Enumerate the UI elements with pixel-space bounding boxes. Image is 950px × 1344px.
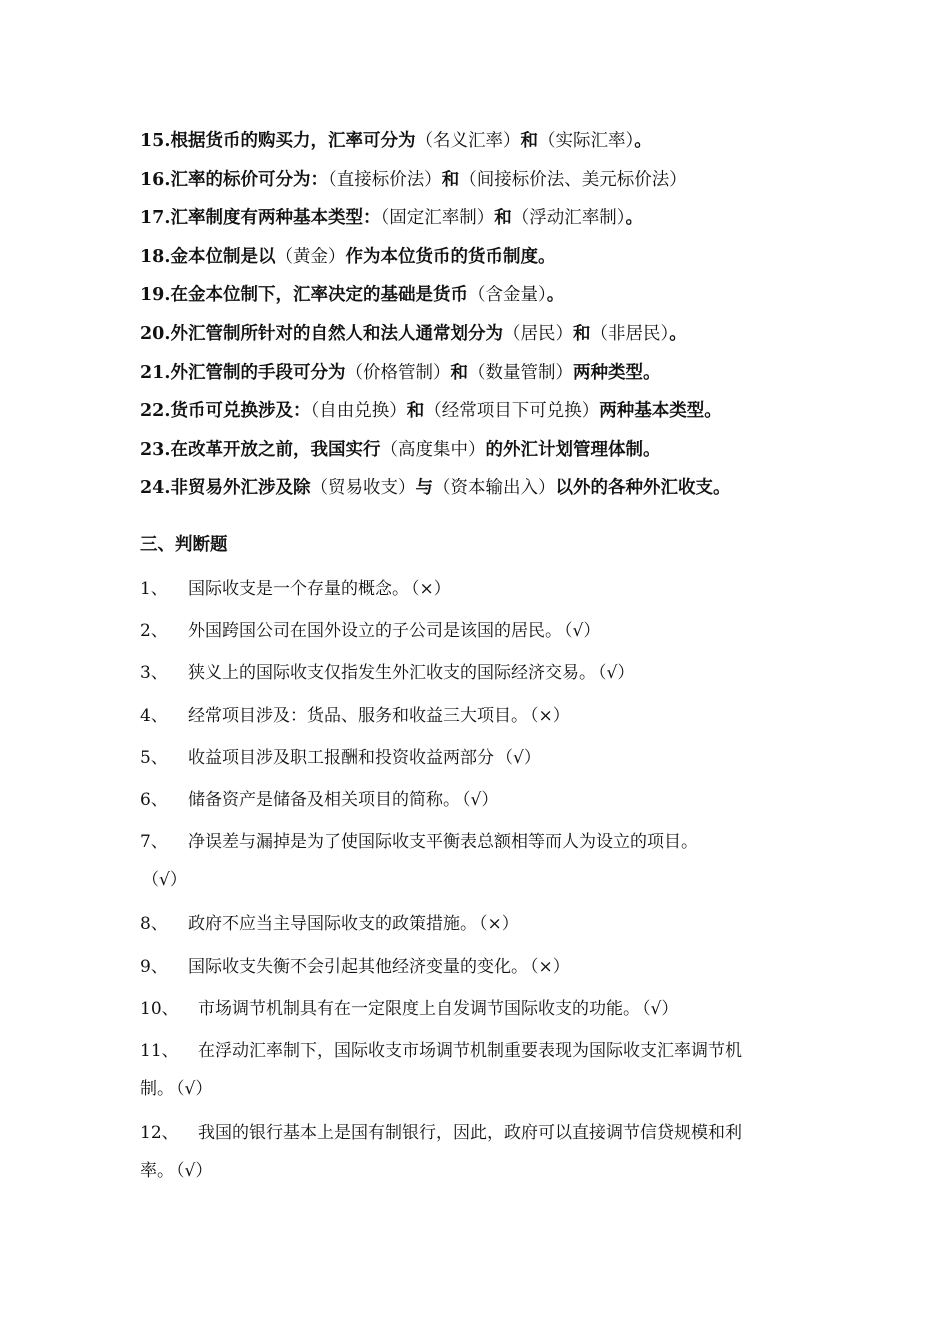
question-text: 。 xyxy=(669,323,687,344)
statement-text: 率。 xyxy=(140,1161,174,1182)
question-text: 23.在改革开放之前，我国实行 xyxy=(140,439,381,460)
judgment-item xyxy=(140,1112,820,1154)
answer-mark: （√） xyxy=(176,1079,213,1100)
answer-text: （贸易收支） xyxy=(310,478,416,499)
question-text: 22.货币可兑换涉及： xyxy=(140,401,311,422)
item-number: 1、 xyxy=(140,579,168,599)
answer-mark: （√） xyxy=(642,998,679,1019)
question-text: 21.外汇管制的手段可分为 xyxy=(140,362,346,383)
question-text: 。 xyxy=(625,208,643,229)
item-number: 6、 xyxy=(140,789,168,810)
fill-in-item xyxy=(140,431,840,470)
question-text: 作为本位货币的货币制度。 xyxy=(345,246,556,267)
item-number: 10、 xyxy=(140,998,179,1019)
question-text: 和 xyxy=(450,362,468,383)
judgment-item xyxy=(140,610,820,652)
answer-text: （含金量） xyxy=(467,285,547,306)
fill-in-item xyxy=(140,469,840,508)
answer-mark: （√） xyxy=(564,621,601,642)
answer-mark: （×） xyxy=(479,914,519,935)
judgment-item xyxy=(140,695,820,737)
answer-text: （高度集中） xyxy=(380,439,486,460)
question-text: 和 xyxy=(572,323,591,344)
item-number: 3、 xyxy=(140,663,168,684)
judgment-item xyxy=(140,737,820,779)
question-text: 两种类型。 xyxy=(572,362,661,383)
answer-mark: （√） xyxy=(598,663,635,684)
statement-text: 国际收支失衡不会引起其他经济变量的变化。 xyxy=(188,956,528,977)
answer-mark: （×） xyxy=(411,579,451,599)
answer-mark: （√） xyxy=(462,789,499,810)
answer-text: （经常项目下可兑换） xyxy=(424,401,600,422)
fill-in-item xyxy=(140,276,840,315)
answer-text: （名义汇率） xyxy=(415,131,521,151)
answer-text: （数量管制） xyxy=(467,362,573,383)
question-text: 的外汇计划管理体制。 xyxy=(485,439,661,460)
answer-mark: （√） xyxy=(142,870,187,891)
item-number: 8、 xyxy=(140,914,168,935)
judgment-item xyxy=(140,988,820,1030)
statement-text: 市场调节机制具有在一定限度上自发调节国际收支的功能。 xyxy=(198,998,640,1019)
fill-in-item xyxy=(140,392,840,431)
judgment-item xyxy=(140,1030,820,1072)
question-text: 以外的各种外汇收支。 xyxy=(555,478,731,499)
answer-text: （实际汇率） xyxy=(537,131,635,151)
statement-text: 净误差与漏掉是为了使国际收支平衡表总额相等而人为设立的项目。 xyxy=(188,832,698,853)
fill-in-item xyxy=(140,315,840,354)
question-text: 15.根据货币的购买力，汇率可分为 xyxy=(140,131,416,151)
answer-text: （间接标价法、美元标价法） xyxy=(459,169,687,190)
question-text: 和 xyxy=(494,208,512,229)
statement-text: 狭义上的国际收支仅指发生外汇收支的国际经济交易。 xyxy=(188,663,596,684)
statement-text: 经常项目涉及：货品、服务和收益三大项目。 xyxy=(188,705,528,726)
answer-mark: （×） xyxy=(530,956,570,977)
fill-in-item xyxy=(140,199,840,238)
statement-text: 外国跨国公司在国外设立的子公司是该国的居民。 xyxy=(188,621,562,642)
question-text: 两种基本类型。 xyxy=(599,401,722,422)
question-text: 和 xyxy=(441,169,460,190)
judgment-question-list xyxy=(140,568,820,1194)
judgment-item xyxy=(140,903,820,945)
item-number: 9、 xyxy=(140,956,168,977)
statement-text: 我国的银行基本上是国有制银行，因此，政府可以直接调节信贷规模和利 xyxy=(198,1123,742,1144)
judgment-continuation-line xyxy=(140,863,820,903)
answer-text: （直接标价法） xyxy=(327,169,442,190)
answer-text: （资本输出入） xyxy=(432,478,556,499)
answer-text: （非居民） xyxy=(590,323,670,344)
answer-mark: （×） xyxy=(530,705,570,726)
question-text: 17.汇率制度有两种基本类型： xyxy=(140,208,381,229)
answer-mark: （√） xyxy=(176,1161,213,1182)
fill-in-item xyxy=(140,354,840,393)
judgment-item xyxy=(140,652,820,694)
statement-text: 国际收支是一个存量的概念。 xyxy=(188,579,409,599)
item-number: 5、 xyxy=(140,747,168,768)
answer-mark: （√） xyxy=(496,747,541,768)
fill-in-item xyxy=(140,161,840,200)
statement-text: 收益项目涉及职工报酬和投资收益两部分 xyxy=(188,747,494,768)
judgment-item xyxy=(140,946,820,988)
answer-text: （固定汇率制） xyxy=(380,208,495,229)
answer-text: （居民） xyxy=(502,323,573,344)
fill-in-answers-section xyxy=(140,122,840,508)
statement-text: 制。 xyxy=(140,1079,174,1100)
question-text: 和 xyxy=(520,131,538,151)
item-number: 12、 xyxy=(140,1123,179,1144)
question-text: 19.在金本位制下，汇率决定的基础是货币 xyxy=(140,285,468,306)
question-text: 。 xyxy=(634,131,652,151)
question-text: 和 xyxy=(406,401,425,422)
question-text: 18.金本位制是以 xyxy=(140,246,276,267)
answer-text: （浮动汇率制） xyxy=(511,208,626,229)
answer-text: （价格管制） xyxy=(345,362,451,383)
judgment-item xyxy=(140,821,820,863)
statement-text: 政府不应当主导国际收支的政策措施。 xyxy=(188,914,477,935)
answer-text: （黄金） xyxy=(275,246,346,267)
item-number: 11、 xyxy=(140,1040,179,1061)
question-text: 16.汇率的标价可分为： xyxy=(140,169,328,190)
judgment-section-title: 三、判断题 xyxy=(140,535,228,555)
fill-in-item xyxy=(140,122,840,161)
question-text: 。 xyxy=(546,285,565,306)
item-number: 4、 xyxy=(140,705,168,726)
item-number: 2、 xyxy=(140,621,168,642)
judgment-item xyxy=(140,779,820,821)
judgment-continuation-line xyxy=(140,1154,820,1194)
question-text: 20.外汇管制所针对的自然人和法人通常划分为 xyxy=(140,323,503,344)
item-number: 7、 xyxy=(140,832,168,853)
statement-text: 在浮动汇率制下，国际收支市场调节机制重要表现为国际收支汇率调节机 xyxy=(198,1040,742,1061)
question-text: 24.非贸易外汇涉及除 xyxy=(140,478,311,499)
statement-text: 储备资产是储备及相关项目的简称。 xyxy=(188,789,460,810)
judgment-item xyxy=(140,568,820,610)
judgment-continuation-line xyxy=(140,1072,820,1112)
fill-in-item xyxy=(140,238,840,277)
question-text: 与 xyxy=(415,478,433,499)
answer-text: （自由兑换） xyxy=(310,401,407,422)
